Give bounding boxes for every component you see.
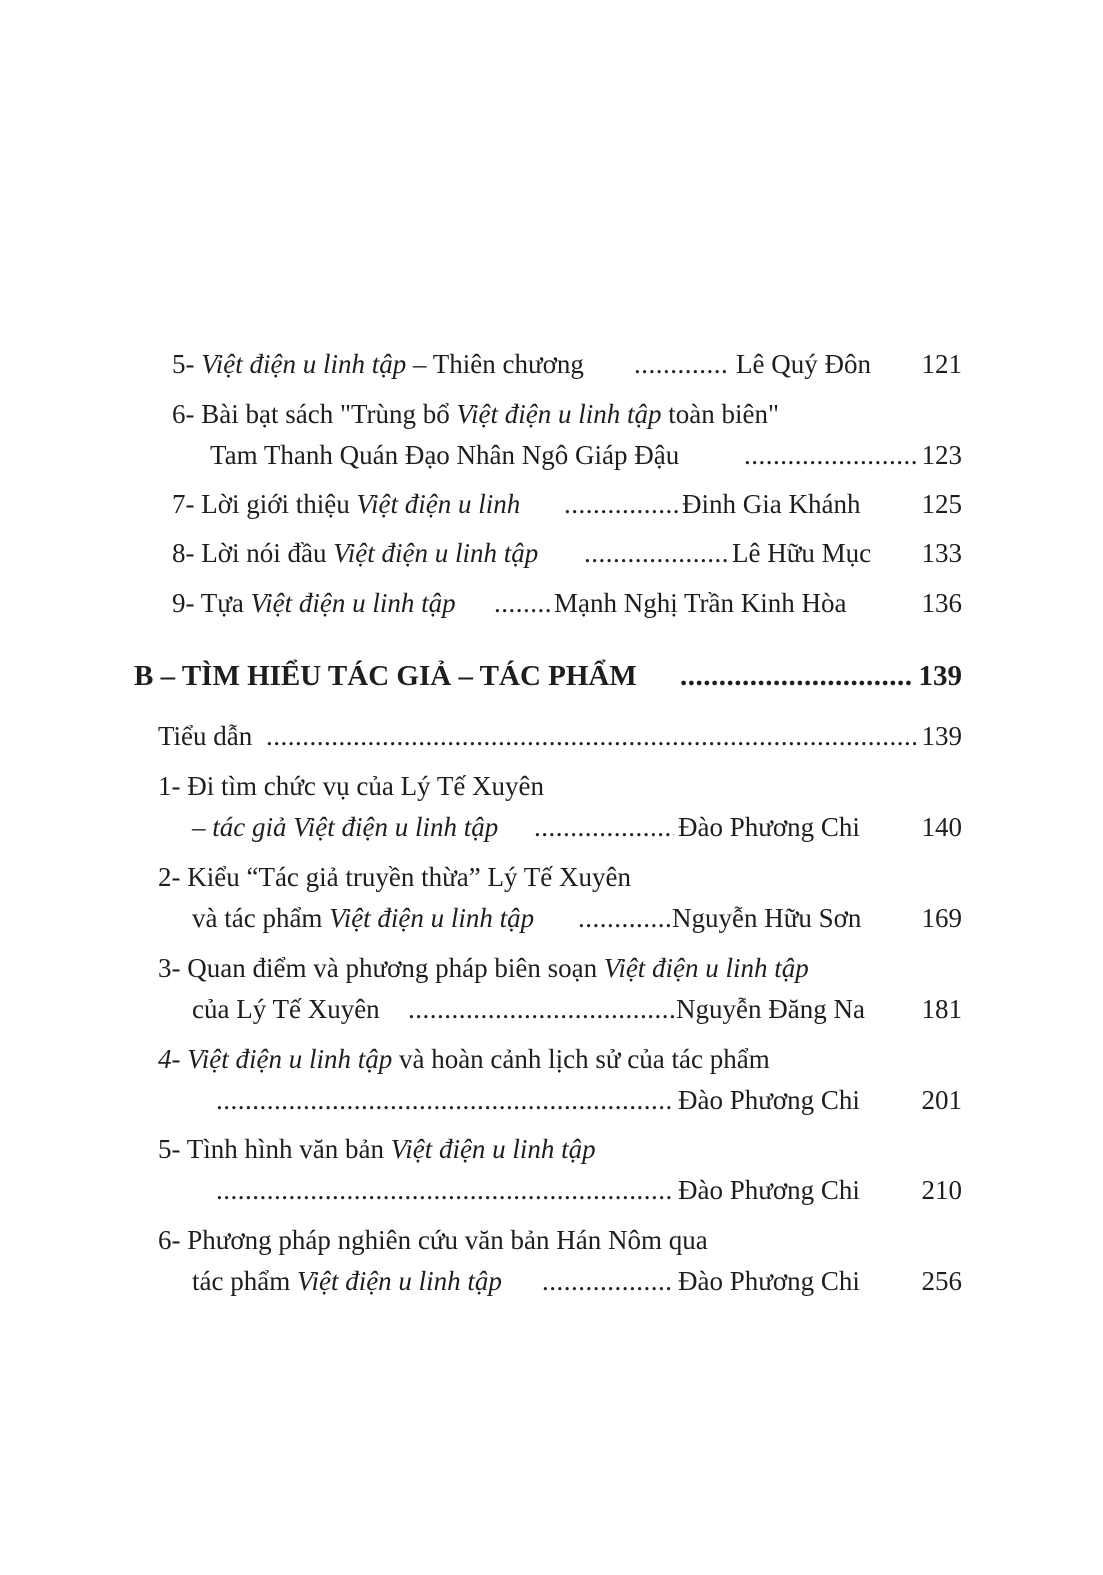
entry-author: Đào Phương Chi <box>678 1266 860 1296</box>
entry-title <box>172 395 779 433</box>
toc-entry-a6-line2 <box>0 436 1103 474</box>
entry-title-prefix: 8- Lời nói đầu <box>172 538 334 568</box>
leader-dots <box>408 990 674 1028</box>
entry-italic-title: Việt điện u linh <box>356 489 521 519</box>
leader-dots <box>494 584 550 622</box>
entry-italic-title: – tác giả Việt điện u linh tập <box>192 812 499 842</box>
section-heading-b <box>0 655 1103 697</box>
entry-title <box>172 485 520 523</box>
entry-author: Đào Phương Chi <box>678 812 860 842</box>
leader-dots <box>534 808 674 846</box>
entry-title-prefix: và tác phẩm <box>192 903 330 933</box>
entry-author: Tam Thanh Quán Đạo Nhân Ngô Giáp Đậu <box>210 440 680 470</box>
entry-author: Nguyễn Đăng Na <box>676 994 865 1024</box>
toc-entry-a7 <box>0 485 1103 523</box>
entry-author: Đinh Gia Khánh <box>682 489 861 519</box>
entry-italic-title: Việt điện u linh tập <box>333 538 539 568</box>
leader-dots <box>584 534 730 572</box>
page-number: 123 <box>921 440 962 470</box>
leader-dots <box>216 1081 674 1119</box>
entry-title-prefix: 7- Lời giới thiệu <box>172 489 357 519</box>
entry-italic-title: Việt điện u linh tập <box>250 588 456 618</box>
entry-italic-title: 4- Việt điện u linh tập <box>158 1044 393 1074</box>
leader-dots <box>744 436 916 474</box>
entry-italic-title: Việt điện u linh tập <box>456 399 662 429</box>
entry-title-prefix: 9- Tựa <box>172 588 251 618</box>
leader-dots <box>542 1262 674 1300</box>
entry-author: Nguyễn Hữu Sơn <box>672 903 862 933</box>
section-title: B – TÌM HIỂU TÁC GIẢ – TÁC PHẨM <box>134 660 637 692</box>
entry-title <box>158 949 809 987</box>
entry-title: 6- Phương pháp nghiên cứu văn bản Hán Nôm qua <box>158 1225 708 1255</box>
entry-italic-title: Việt điện u linh tập <box>603 953 809 983</box>
page-number: 139 <box>918 660 962 692</box>
entry-italic-title: Việt điện u linh tập <box>296 1266 502 1296</box>
entry-title <box>172 345 584 383</box>
leader-dots <box>634 345 730 383</box>
page-number: 169 <box>921 903 962 933</box>
entry-title-prefix: tác phẩm <box>192 1266 297 1296</box>
page-number: 136 <box>921 588 962 618</box>
leader-dots <box>564 485 682 523</box>
entry-title: 1- Đi tìm chức vụ của Lý Tế Xuyên <box>158 771 545 801</box>
entry-title <box>158 1130 596 1168</box>
entry-title-prefix: 5- Tình hình văn bản <box>158 1134 391 1164</box>
page-number: 121 <box>921 349 962 379</box>
entry-title-rest: – Thiên chương <box>406 349 584 379</box>
entry-title <box>172 584 456 622</box>
page-number: 181 <box>921 994 962 1024</box>
leader-dots <box>266 717 916 755</box>
page-number: 133 <box>921 538 962 568</box>
toc-entry-b2-line1 <box>0 858 1103 896</box>
entry-title-prefix: 3- Quan điểm và phương pháp biên soạn <box>158 953 604 983</box>
toc-entry-b4-line2 <box>0 1081 1103 1119</box>
page-number: 125 <box>921 489 962 519</box>
leader-dots <box>578 899 670 937</box>
entry-italic-title: Việt điện u linh tập <box>390 1134 596 1164</box>
toc-entry-b1-line2 <box>0 808 1103 846</box>
toc-entry-b5-line1 <box>0 1130 1103 1168</box>
entry-italic-title: Việt điện u linh tập <box>329 903 535 933</box>
entry-title <box>158 1040 770 1078</box>
entry-author: Mạnh Nghị Trần Kinh Hòa <box>554 588 847 618</box>
toc-entry-b2-line2 <box>0 899 1103 937</box>
toc-entry-intro <box>0 717 1103 755</box>
toc-entry-b3-line2 <box>0 990 1103 1028</box>
entry-author: Lê Hữu Mục <box>732 538 872 568</box>
leader-dots <box>216 1171 674 1209</box>
entry-title-rest: toàn biên" <box>661 399 779 429</box>
toc-entry-a6-line1 <box>0 395 1103 433</box>
entry-title <box>172 534 538 572</box>
toc-entry-a5 <box>0 345 1103 383</box>
entry-title <box>192 899 534 937</box>
toc-entry-b3-line1 <box>0 949 1103 987</box>
entry-author: Đào Phương Chi <box>678 1175 860 1205</box>
toc-entry-a8 <box>0 534 1103 572</box>
entry-number: 5- <box>172 349 202 379</box>
page-number: 256 <box>921 1266 962 1296</box>
entry-title: Tiểu dẫn <box>158 721 253 751</box>
entry-title-prefix: 6- Bài bạt sách "Trùng bổ <box>172 399 457 429</box>
toc-entry-b4-line1 <box>0 1040 1103 1078</box>
page-number: 140 <box>921 812 962 842</box>
toc-entry-b6-line2 <box>0 1262 1103 1300</box>
entry-author: Lê Quý Đôn <box>736 349 871 379</box>
entry-italic-title: Việt điện u linh tập <box>201 349 407 379</box>
entry-title <box>192 1262 502 1300</box>
toc-entry-b5-line2 <box>0 1171 1103 1209</box>
entry-author: Đào Phương Chi <box>678 1085 860 1115</box>
toc-entry-a9 <box>0 584 1103 622</box>
page-number: 210 <box>921 1175 962 1205</box>
entry-title: 2- Kiểu “Tác giả truyền thừa” Lý Tế Xuyên <box>158 862 631 892</box>
entry-title: của Lý Tế Xuyên <box>192 994 380 1024</box>
leader-dots <box>680 655 912 697</box>
entry-title-rest: và hoàn cảnh lịch sử của tác phẩm <box>392 1044 770 1074</box>
toc-entry-b1-line1 <box>0 767 1103 805</box>
toc-entry-b6-line1 <box>0 1221 1103 1259</box>
page-number: 139 <box>921 721 962 751</box>
page-number: 201 <box>921 1085 962 1115</box>
